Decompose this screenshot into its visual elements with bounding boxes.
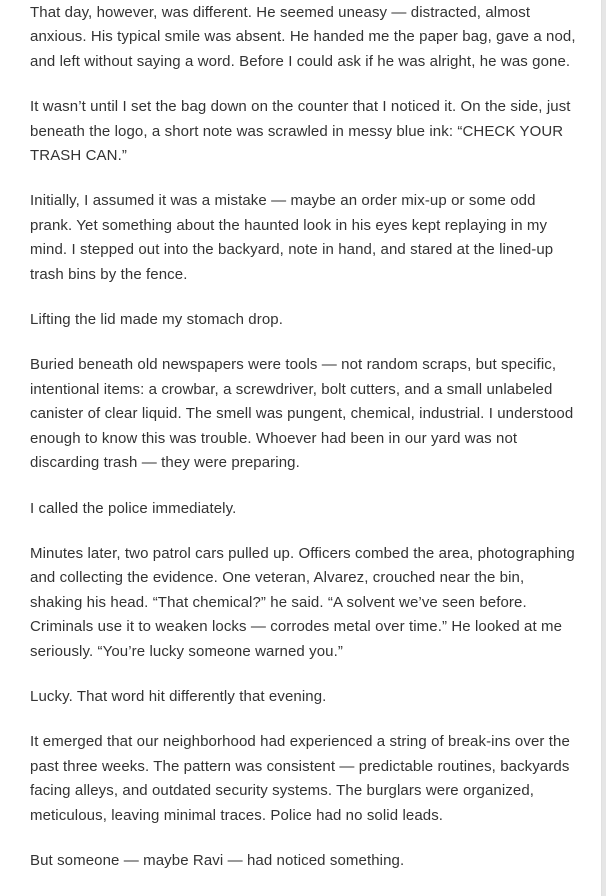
scroll-gutter[interactable] — [601, 0, 606, 896]
paragraph-2: It wasn’t until I set the bag down on the counter that I noticed it. On the side, just beneath the logo, a short note was scrawled in messy blue ink: “CHECK YOUR TRASH CAN.” — [30, 98, 571, 165]
paragraph-6: I called the police immediately. — [30, 499, 237, 517]
paragraph-1: That day, however, was different. He seemed uneasy — distracted, almost anxious. His typical smile was absent. He handed me the paper bag, gave a nod, and left without saying a word. Before I could ask if he was alright, he was gone. — [30, 4, 576, 70]
paragraph-5: Buried beneath old newspapers were tools — not random scraps, but specific, intentional items: a crowbar, a screwdriver, bolt cutters, and a small unlabeled canister of clear liquid. The smell was pungent, chemical, industrial. I understood enough to know this was trouble. Whoever had been in our yard was not discarding trash — they were preparing. — [30, 356, 574, 472]
article-body — [30, 1, 576, 894]
paragraph-3: Initially, I assumed it was a mistake — maybe an order mix-up or some odd prank. Yet something about the haunted look in his eyes kept replaying in my mind. I stepped out into the backyard, note in hand, and stared at the lined-up trash bins by the fence. — [30, 192, 554, 283]
paragraph-8: Lucky. That word hit differently that evening. — [30, 687, 327, 705]
paragraph-7: Minutes later, two patrol cars pulled up. Officers combed the area, photographing and collecting the evidence. One veteran, Alvarez, crouched near the bin, shaking his head. “That chemical?” he said. “A solvent we’ve seen before. Criminals use it to weaken locks — corrodes metal over time.” He looked at me seriously. “You’re lucky someone warned you.” — [30, 544, 575, 660]
paragraph-4: Lifting the lid made my stomach drop. — [30, 311, 283, 329]
paragraph-10: But someone — maybe Ravi — had noticed something. — [30, 851, 405, 869]
paragraph-9: It emerged that our neighborhood had experienced a string of break-ins over the past three weeks. The pattern was consistent — predictable routines, backyards facing alleys, and outdated security systems. The burglars were organized, meticulous, leaving minimal traces. Police had no solid leads. — [30, 733, 570, 824]
